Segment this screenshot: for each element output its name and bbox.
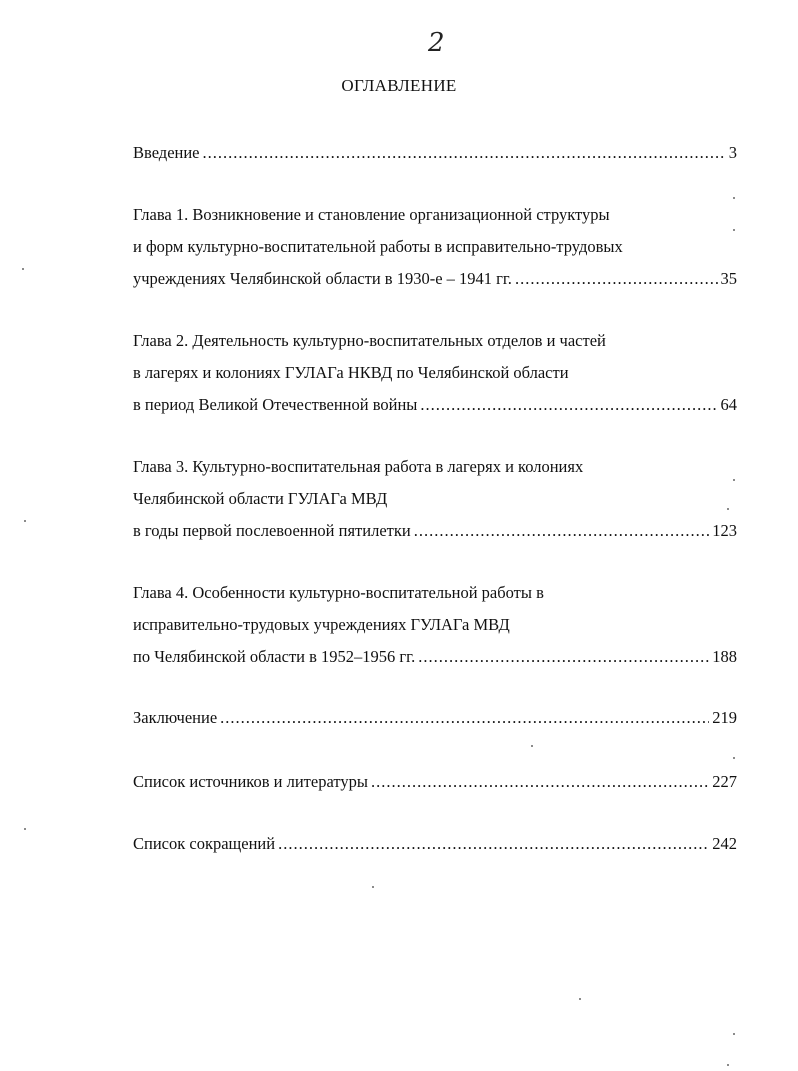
toc-entry-line: Челябинской области ГУЛАГа МВД (133, 489, 388, 508)
toc-entry-conclusion (133, 702, 737, 734)
scan-speck (733, 229, 735, 231)
toc-entry-line: Глава 1. Возникновение и становление организационной структуры (133, 205, 610, 224)
toc-entry-title: Заключение (133, 708, 218, 727)
toc-entry-line: Глава 4. Особенности культурно-воспитательной работы в (133, 583, 544, 602)
scan-speck (372, 886, 374, 888)
toc-entry-line: Глава 3. Культурно-воспитательная работа в лагерях и колониях (133, 457, 584, 476)
scan-speck (24, 520, 26, 522)
handwritten-page-number: 2 (428, 28, 445, 58)
toc-page-number: 3 (728, 143, 737, 162)
dot-leader (420, 389, 717, 421)
toc-entry-title: в период Великой Отечественной войны (133, 395, 418, 414)
toc-page-number: 35 (720, 269, 737, 288)
toc-page-number: 242 (712, 834, 737, 853)
toc-entry-line: исправительно-трудовых учреждениях ГУЛАГа МВД (133, 615, 510, 634)
toc-entry-line: в лагерях и колониях ГУЛАГа НКВД по Челябинской области (133, 363, 569, 382)
toc-entry-abbreviations (133, 828, 737, 860)
scan-speck (22, 268, 24, 270)
toc-entry-sources (133, 766, 737, 798)
toc-entry-title: учреждениях Челябинской области в 1930-е – 1941 гг. (133, 269, 512, 288)
scan-speck (733, 1033, 735, 1035)
dot-leader (418, 641, 709, 673)
toc-page-number: 123 (712, 521, 737, 540)
toc-page-number: 219 (712, 708, 737, 727)
toc-entry-line: и форм культурно-воспитательной работы в исправительно-трудовых (133, 237, 623, 256)
toc-page-number: 64 (720, 395, 737, 414)
dot-leader (515, 263, 718, 295)
scan-speck (727, 508, 729, 510)
toc-entry-chapter-3 (133, 451, 737, 547)
toc-page-number: 188 (712, 647, 737, 666)
toc-entry-title: по Челябинской области в 1952–1956 гг. (133, 647, 416, 666)
scan-speck (727, 1064, 729, 1066)
toc-entry-chapter-2 (133, 325, 737, 421)
dot-leader (203, 137, 726, 169)
toc-entry-title: в годы первой послевоенной пятилетки (133, 521, 411, 540)
dot-leader (371, 766, 709, 798)
toc-entry-title: Список источников и литературы (133, 772, 368, 791)
page-title: ОГЛАВЛЕНИЕ (341, 76, 457, 95)
toc-page-number: 227 (712, 772, 737, 791)
scan-speck (733, 197, 735, 199)
scan-speck (24, 828, 26, 830)
dot-leader (220, 702, 709, 734)
toc-entry-title: Список сокращений (133, 834, 276, 853)
dot-leader (278, 828, 709, 860)
toc-entry-chapter-4 (133, 577, 737, 673)
scan-speck (579, 998, 581, 1000)
dot-leader (414, 515, 710, 547)
toc-entry-introduction (133, 137, 737, 169)
scan-speck (531, 745, 533, 747)
toc-entry-chapter-1 (133, 199, 737, 295)
toc-entry-line: Глава 2. Деятельность культурно-воспитательных отделов и частей (133, 331, 606, 350)
scan-speck (733, 479, 735, 481)
toc-entry-title: Введение (133, 143, 200, 162)
scan-speck (733, 757, 735, 759)
